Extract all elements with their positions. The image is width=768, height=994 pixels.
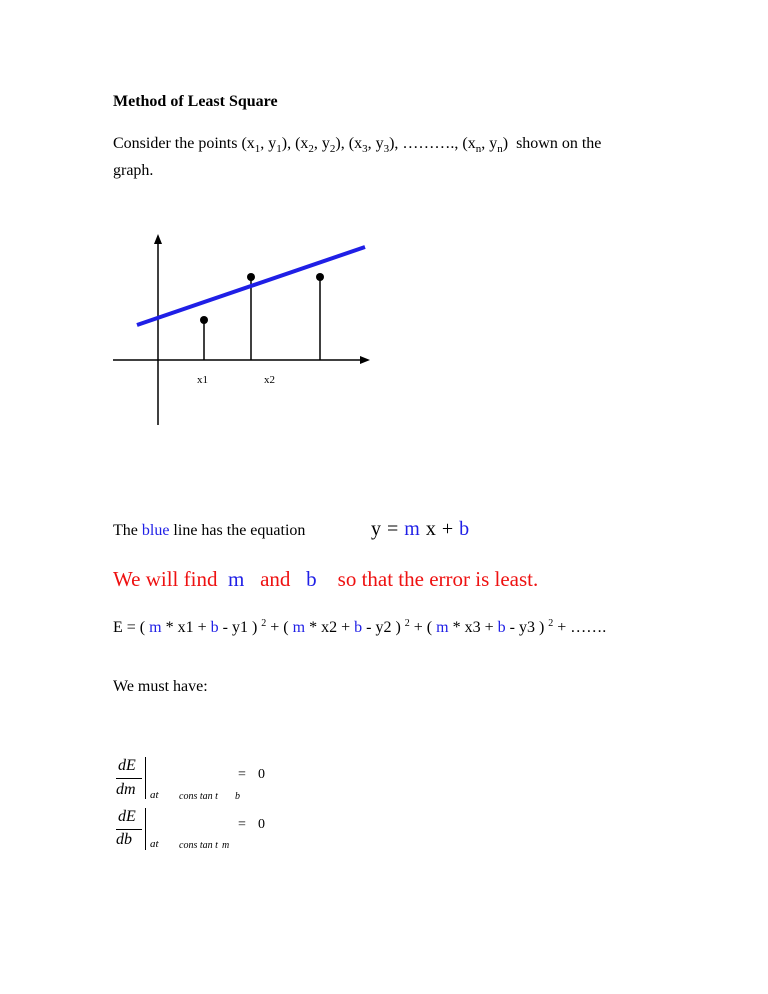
point-1 (200, 316, 208, 324)
at-label: at (150, 789, 159, 801)
deriv-numerator: dE (118, 808, 136, 825)
line-equation: y = m x + b (371, 518, 470, 540)
held-variable: m (222, 840, 230, 851)
constant-label: cons tan t (179, 791, 218, 802)
at-label: at (150, 838, 159, 850)
zero-value: 0 (258, 817, 265, 832)
y-axis-arrow (154, 234, 162, 244)
equation-sentence: The blue line has the equation (113, 522, 306, 539)
intro-paragraph: Consider the points ($x_1$, $y_1$), ($x_2$, $y_2$), ($x_3$, $y_3$), ………., ($x_n$, $y_n$) shown on the graph. (113, 135, 602, 180)
deriv-denominator: db (116, 831, 132, 848)
point-3 (316, 273, 324, 281)
page-title: Method of Least Square (113, 93, 278, 110)
equals-sign: = (238, 767, 246, 782)
point-2 (247, 273, 255, 281)
equals-sign: = (238, 817, 246, 832)
constant-label: cons tan t (179, 840, 218, 851)
error-formula: E = ( m * x1 + b - y1 ) $^2$ + ( m * x2 + b - y2 ) $^2$ + ( m * x3 + b - y3 ) $^2$ + ……. (113, 618, 607, 636)
deriv-denominator: dm (116, 781, 136, 798)
zero-value: 0 (258, 767, 265, 782)
x-axis-arrow (360, 356, 370, 364)
tick-label-x2: x2 (264, 374, 275, 386)
tick-label-x1: x1 (197, 374, 208, 386)
deriv-numerator: dE (118, 757, 136, 774)
goal-statement: We will find m and b so that the error is least. (113, 567, 539, 591)
held-variable: b (235, 791, 240, 802)
must-have-label: We must have: (113, 678, 208, 695)
